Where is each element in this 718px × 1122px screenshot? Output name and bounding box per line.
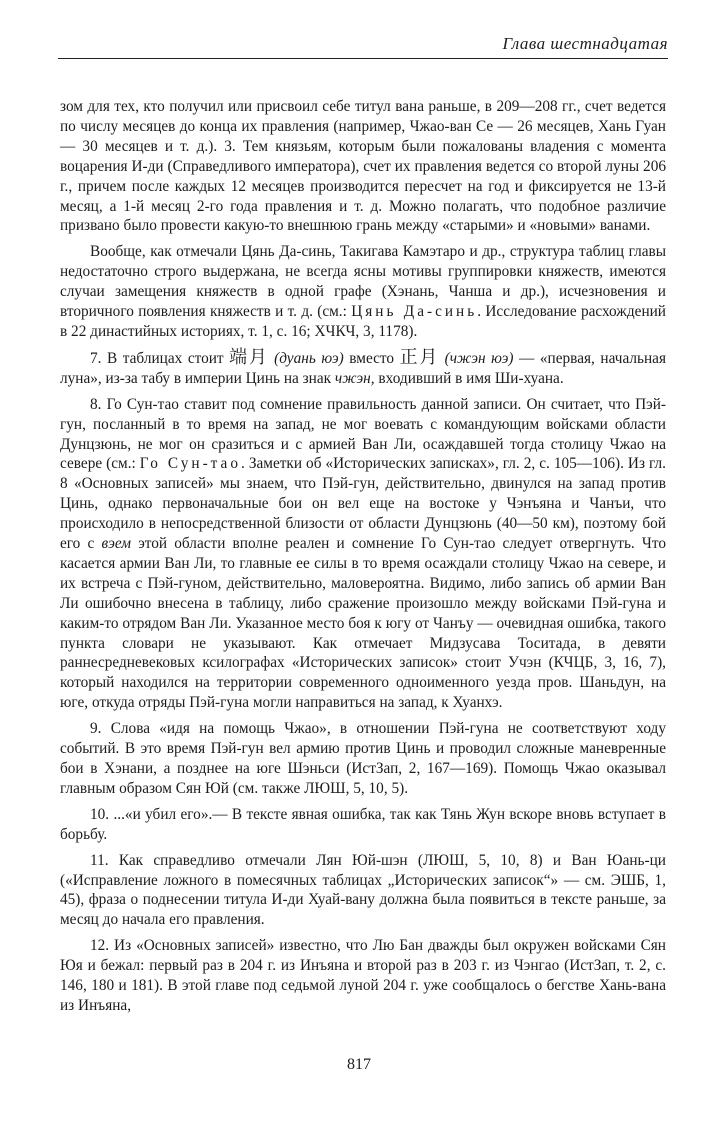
italic-term: вэем	[101, 535, 132, 553]
note-12: 12. Из «Основных записей» известно, что Лю Бан дважды был окружен войсками Сян Юя и бежал: первый раз в 204 г. из Инъяна и второй раз в 203 г. из Чэнгао (ИстЗап, т. 2, с. 146, 180 и 181). В этой главе под седьмой луной 204 г. уже сообщалось о бегстве Хань-вана из Инъяна,	[60, 937, 666, 1014]
text-body	[60, 97, 666, 1022]
note-10: 10. ...«и убил его».— В тексте явная ошибка, так как Тянь Жун вскоре вновь вступает в борьбу.	[60, 805, 666, 843]
running-header	[58, 32, 668, 59]
author-name: Го Сун-тао	[139, 455, 241, 473]
note-9: 9. Слова «идя на помощь Чжао», в отношении Пэй-гуна не соответствуют ходу событий. В это время Пэй-гун вел армию против Цинь и проводил сложные маневренные бои в Хэнани, а позднее на юге Шэньси (ИстЗап, 2, 167—169). Помощь Чжао оказывал главным образом Сян Юй (см. также ЛЮШ, 5, 10, 5).	[60, 720, 666, 797]
romanization: (дуань юэ)	[274, 349, 344, 367]
author-name: Цянь Да-синь	[351, 303, 478, 321]
romanization: (чжэн юэ)	[444, 349, 514, 367]
chinese-characters: 端月	[229, 346, 269, 368]
paragraph-general-remarks: Вообще, как отмечали Цянь Да-синь, Такигава Камэтаро и др., структура таблиц главы недостаточно строго выдержана, не всегда ясны мотивы группировки княжеств, имеются случаи замещения княжеств в одной графе (Хэнань, Чанша и др.), исчезновения и вторичного появления княжеств и т. д. (см.: Цянь Да-синь. Исследование расхождений в 22 династийных историях, т. 1, с. 16; ХЧКЧ, 3, 1178).	[60, 243, 666, 340]
note-11: 11. Как справедливо отмечали Лян Юй-шэн (ЛЮШ, 5, 10, 8) и Ван Юань-ци («Исправление ложного в помесячных таблицах „Исторических записок“» — см. ЭШБ, 1, 45), фраза о поднесении титула И-ди Хуай-вану должна была появиться в тексте раньше, за месяц до начала его правления.	[60, 851, 666, 929]
chapter-title: Глава шестнадцатая	[502, 34, 668, 53]
romanization: чжэн,	[334, 369, 375, 387]
note-8: 8. Го Сун-тао ставит под сомнение правильность данной записи. Он считает, что Пэй-гун, посланный в то время на запад, не мог воевать с командующим войсками области Дунцзюнь, не мог он сразиться и с армией Ван Ли, осаждавшей тогда столицу Чжао на севере (см.: Го Сун-тао. Заметки об «Исторических записках», гл. 2, с. 105—106). Из гл. 8 «Основных записей» мы знаем, что Пэй-гун, действительно, двинулся на запад против Цинь, однако первоначальные бои он вел еще на востоке у Чэнъяна и Чанъи, что происходило в непосредственной близости от области Дунцзюнь (40—50 км), поэтому бой его с вэем этой области вполне реален и сомнение Го Сун-тао следует отвергнуть. Что касается армии Ван Ли, то главные ее силы в то время осаждали столицу Чжао на севере, и их встреча с Пэй-гуном, действительно, маловероятна. Видимо, либо запись об армии Ван Ли ошибочно внесена в таблицу, либо сражение произошло между войсками Пэй-гуна и каким-то отрядом Ван Ли. Указанное место боя к югу от Чанъу — очевидная ошибка, такого пункта словари не указывают. Как отмечает Мидзусава Тоситада, в девяти раннесредневековых ксилографах «Исторических записок» стоит Учэн (КЧЦБ, 3, 16, 7), который находился на территории современного одноименного уезда пров. Шаньдун, на юге, откуда отряды Пэй-гуна могли направиться на запад, к Хуанхэ.	[60, 395, 666, 712]
chinese-characters: 正月	[399, 346, 440, 368]
paragraph-continuation: зом для тех, кто получил или присвоил себе титул вана раньше, в 209—208 гг., счет ведется по числу месяцев до конца их правления (например, Чжао-ван Се — 26 месяцев, Хань Гуан — 30 месяцев и т. д.). 3. Тем князьям, которым были пожалованы владения с момента воцарения И-ди (Справедливого императора), счет их правления ведется со второй луны 206 г., причем после каждых 12 месяцев производится пересчет на год и фиксируется не 13-й месяц, а 1-й месяц 2-го года правления и т. д. Можно полагать, что подобное различие призвано было провести какую-то внешнюю грань между «старыми» и «новыми» ванами.	[60, 98, 666, 235]
note-7: 7. В таблицах стоит 端月 (дуань юэ) вместо 正月 (чжэн юэ) — «первая, начальная луна», из-за табу в империи Цинь на знак чжэн, входивший в имя Ши-хуана.	[60, 346, 666, 387]
page-number: 817	[347, 1056, 371, 1073]
